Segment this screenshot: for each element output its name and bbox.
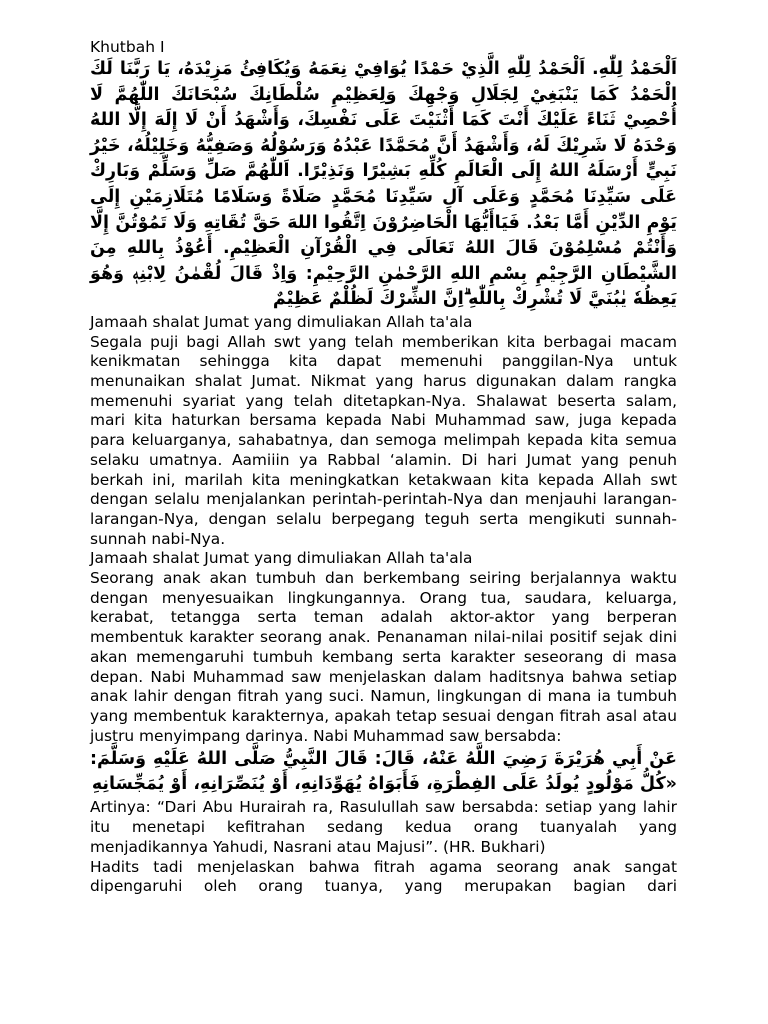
hadith-translation: Artinya: “Dari Abu Hurairah ra, Rasulullah saw bersabda: setiap yang lahir itu menetapi kefitrahan sedang kedua orang tuanyalah yang menjadikannya Yahudi, Nasrani atau Majusi”. (HR. Bukhari) [90,798,677,856]
congregation-address: Jamaah shalat Jumat yang dimuliakan Allah ta'ala [90,312,473,331]
sermon-paragraph-2: Seorang anak akan tumbuh dan berkembang seiring berjalannya waktu dengan menyesuaikan lingkungannya. Orang tua, saudara, keluarga, kerabat, tetangga serta teman adalah aktor-aktor yang berperan membentuk karakter seorang anak. Penanaman nilai-nilai positif sejak dini akan memengaruhi tumbuh kembang serta karakter seseorang di masa depan. Nabi Muhammad saw menjelaskan dalam haditsnya bahwa setiap anak lahir dengan fitrah yang suci. Namun, lingkungan di mana ia tumbuh yang membentuk karakternya, apakah tetap sesuai dengan fitrah asal atau justru menyimpang darinya. Nabi Muhammad saw bersabda: [90,569,677,745]
document-heading: Khutbah I [90,38,165,56]
arabic-hadith: عَنْ أَبِي هُرَيْرَةَ رَضِيَ اللَّهُ عَنْهُ، قَالَ: قَالَ النَّبِيُّ صَلَّى اللهُ عَلَيْهِ وَسَلَّمَ: «كُلُّ مَوْلُودٍ يُولَدُ عَلَى الفِطْرَةِ، فَأَبَوَاهُ يُهَوِّدَانِهِ، أَوْ يُنَصِّرَانِهِ، أَوْ يُمَجِّسَانِهِ [90,749,677,795]
document-page [90,38,677,897]
congregation-address: Jamaah shalat Jumat yang dimuliakan Allah ta'ala [90,549,473,568]
sermon-paragraph-1: Segala puji bagi Allah swt yang telah memberikan kita berbagai macam kenikmatan sehingga kita dapat memenuhi panggilan-Nya untuk menunaikan shalat Jumat. Nikmat yang harus digunakan dalam rangka memenuhi syariat yang telah ditetapkan-Nya. Shalawat beserta salam, mari kita haturkan bersama kepada Nabi Muhammad saw, juga kepada para keluarganya, sahabatnya, dan semoga melimpah kepada kita semua selaku umatnya. Aamiiin ya Rabbal ‘alamin. Di hari Jumat yang penuh berkah ini, marilah kita meningkatkan ketakwaan kita kepada Allah swt dengan selalu menjalankan perintah-perintah-Nya dan menjauhi larangan-larangan-Nya, dengan selalu berpegang teguh serta mengikuti sunnah-sunnah nabi-Nya. [90,332,677,548]
arabic-opening-prayer: اَلْحَمْدُ لِلّٰهِ. اَلْحَمْدُ لِلّٰهِ الَّذِيْ حَمْدًا يُوَافِيْ نِعَمَهُ وَيُكَافِئُ مَزِيْدَهُ، يَا رَبَّنَا لَكَ الْحَمْدُ كَمَا يَنْبَغِيْ لِجَلَالِ وَجْهِكَ وَلِعَظِيْمِ سُلْطَانِكَ سُبْحَانَكَ اللّٰهُمَّ لَا أُحْصِيْ ثَنَاءً عَلَيْكَ أَنْتَ كَمَا أَثْنَيْتَ عَلَى نَفْسِكَ، وَأَشْهَدُ أَنْ لَا إِلَهَ إِلَّا اللهُ وَحْدَهُ لَا شَرِيْكَ لَهُ، وَأَشْهَدُ أَنَّ مُحَمَّدًا عَبْدُهُ وَرَسُوْلُهُ وَصَفِيُّهُ وَخَلِيْلُهُ، خَيْرُ نَبِيٍّ أَرْسَلَهُ اللهُ إِلَى الْعَالَمِ كُلِّهِ بَشِيْرًا وَنَذِيْرًا. اَللّٰهُمَّ صَلِّ وَسَلِّمْ وَبَارِكْ عَلَى سَيِّدِنَا مُحَمَّدٍ وَعَلَى آلِ سَيِّدِنَا مُحَمَّدٍ صَلَاةً وَسَلَامًا مُتَلَازِمَيْنِ إِلَى يَوْمِ الدِّيْنِ أَمَّا بَعْدُ. فَيَاأَيُّهَا الْحَاضِرُوْنَ اِتَّقُوا اللهَ حَقَّ تُقَاتِهِ وَلَا تَمُوْتُنَّ إِلَّا وَأَنْتُمْ مُسْلِمُوْنَ قَالَ اللهُ تَعَالَى فِي الْقُرْآنِ الْعَظِيْمِ. أَعُوْذُ بِاللهِ مِنَ الشَّيْطَانِ الرَّجِيْمِ بِسْمِ اللهِ الرَّحْمٰنِ الرَّحِيْمِ: وَاِذْ قَالَ لُقْمٰنُ لِابْنِهٖ وَهُوَ يَعِظُهٗ يٰبُنَيَّ لَا تُشْرِكْ بِاللّٰهِ ۗاِنَّ الشِّرْكَ لَظُلْمٌ عَظِيْمٌ [90,59,677,310]
sermon-paragraph-3: Hadits tadi menjelaskan bahwa fitrah agama seorang anak sangat dipengaruhi oleh orang tuanya, yang merupakan bagian dari [90,857,677,896]
